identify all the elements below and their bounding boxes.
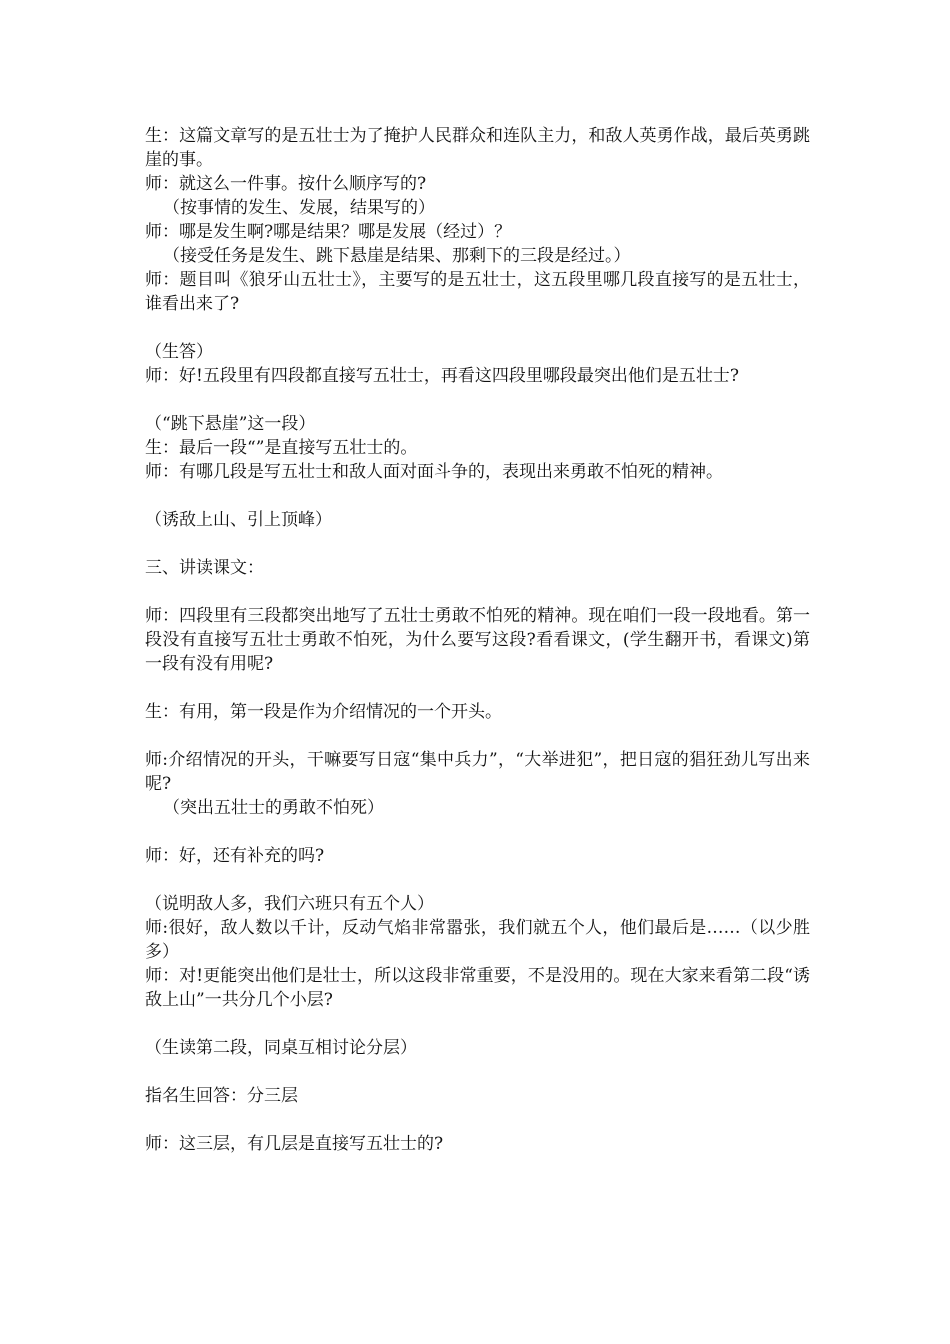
paragraph: （突出五壮士的勇敢不怕死） (163, 798, 384, 818)
paragraph-spacer (145, 820, 810, 844)
document-body (145, 124, 810, 1156)
paragraph: 师:介绍情况的开头，干嘛要写日寇“集中兵力”，“大举进犯”，把日寇的猖狂劲儿写出来呢? (145, 750, 810, 794)
paragraph: （“跳下悬崖”这一段） (145, 414, 316, 434)
paragraph-spacer (145, 1108, 810, 1132)
paragraph: 师：好!五段里有四段都直接写五壮士，再看这四段里哪段最突出他们是五壮士? (145, 366, 739, 386)
paragraph: 师：对!更能突出他们是壮士，所以这段非常重要，不是没用的。现在大家来看第二段“诱敌上山”一共分几个小层? (145, 966, 810, 1010)
paragraph: 生：最后一段“”是直接写五壮士的。 (145, 438, 418, 458)
paragraph-spacer (145, 1012, 810, 1036)
paragraph: （生读第二段，同桌互相讨论分层） (145, 1038, 417, 1058)
paragraph: 指名生回答：分三层 (145, 1086, 298, 1106)
paragraph: （说明敌人多，我们六班只有五个人） (145, 894, 434, 914)
paragraph-spacer (145, 388, 810, 412)
paragraph: 师：有哪几段是写五壮士和敌人面对面斗争的，表现出来勇敢不怕死的精神。 (145, 462, 723, 482)
paragraph: （接受任务是发生、跳下悬崖是结果、那剩下的三段是经过。） (163, 246, 631, 266)
paragraph: 师：哪是发生啊?哪是结果？哪是发展（经过）？ (145, 222, 512, 242)
paragraph-spacer (145, 532, 810, 556)
paragraph: 师:很好，敌人数以千计，反动气焰非常嚣张，我们就五个人，他们最后是……（以少胜多） (145, 918, 810, 962)
paragraph: 师：这三层，有几层是直接写五壮士的? (145, 1134, 444, 1154)
paragraph-spacer (145, 1060, 810, 1084)
paragraph: 三、讲读课文： (145, 558, 264, 578)
paragraph: （按事情的发生、发展，结果写的） (163, 198, 435, 218)
paragraph-spacer (145, 868, 810, 892)
paragraph-spacer (145, 724, 810, 748)
paragraph: 生：这篇文章写的是五壮士为了掩护人民群众和连队主力，和敌人英勇作战，最后英勇跳崖的事。 (145, 126, 810, 170)
paragraph-spacer (145, 676, 810, 700)
paragraph: （诱敌上山、引上顶峰） (145, 510, 332, 530)
paragraph-spacer (145, 316, 810, 340)
paragraph: 师：好，还有补充的吗? (145, 846, 325, 866)
paragraph: 生：有用，第一段是作为介绍情况的一个开头。 (145, 702, 502, 722)
paragraph-spacer (145, 484, 810, 508)
paragraph: 师：就这么一件事。按什么顺序写的? (145, 174, 427, 194)
paragraph: （生答） (145, 342, 213, 362)
paragraph: 师：题目叫《狼牙山五壮士》，主要写的是五壮士，这五段里哪几段直接写的是五壮士，谁看出来了? (145, 270, 810, 314)
paragraph-spacer (145, 580, 810, 604)
paragraph: 师：四段里有三段都突出地写了五壮士勇敢不怕死的精神。现在咱们一段一段地看。第一段没有直接写五壮士勇敢不怕死，为什么要写这段?看看课文，(学生翻开书，看课文)第一段有没有用呢? (145, 606, 810, 674)
